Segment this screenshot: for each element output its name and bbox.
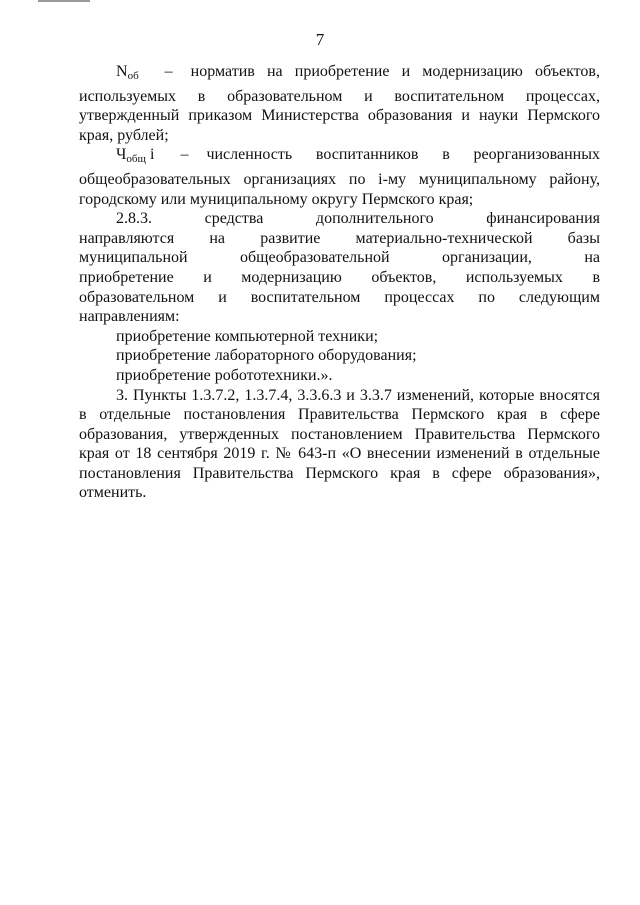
page-number: 7 [315, 30, 325, 49]
definition-word: численность [206, 146, 293, 164]
definition-word: норматив [190, 63, 255, 80]
definition-words [191, 62, 600, 82]
definition-word: объектов, [534, 63, 600, 80]
definition-first-line [79, 62, 600, 87]
definition-word: модернизацию [422, 63, 523, 80]
clause-3: 3. Пункты 1.3.7.2, 1.3.7.4, 3.3.6.3 и 3.3.7 изменений, которые вносятся в отдельные постановления Правительства Пермского края в сфере образования, утвержденных постановлением Правительства Пермского края от 18 сентября 2019 г. № 643-п «О внесении изменений в отдельные постановления Правительства Пермского края в сфере образования», отменить. [79, 386, 600, 502]
definition-symbol: $N_{об}$ [116, 63, 139, 82]
list-item: приобретение лабораторного оборудования; [116, 347, 417, 365]
definition-words [206, 145, 600, 165]
list-item: приобретение робототехники.». [116, 366, 333, 384]
definition-continuation: используемых в образовательном и воспитательном процессах, утвержденный приказом Министерства образования и науки Пермского края, рублей; [79, 87, 600, 144]
document-body [79, 62, 600, 503]
definition-symbol: $Ч_{общ}$ i [116, 146, 155, 166]
definition-word: и [401, 63, 411, 80]
definition-dash: – [164, 63, 173, 80]
definition-continuation: общеобразовательных организациях по i-му муниципальному району, городскому или муниципальному округу Пермского края; [79, 170, 600, 208]
definition-word: в [442, 146, 450, 164]
clause-2-8-3: 2.8.3. средства дополнительного финансирования направляются на развитие материально-технической базы муниципальной общеобразовательной организации, на приобретение и модернизацию объектов, используемых в образовательном и воспитательном процессах по следующим направлениям: [79, 210, 600, 326]
top-edge-rule [38, 0, 90, 2]
definition-word: на [266, 63, 283, 80]
definition-first-line [79, 145, 600, 170]
definition-dash: – [180, 146, 189, 164]
definition-word: воспитанников [315, 146, 419, 164]
list-item: приобретение компьютерной техники; [116, 327, 379, 345]
definition-word: реорганизованных [473, 146, 600, 164]
definition-word: приобретение [294, 63, 390, 80]
